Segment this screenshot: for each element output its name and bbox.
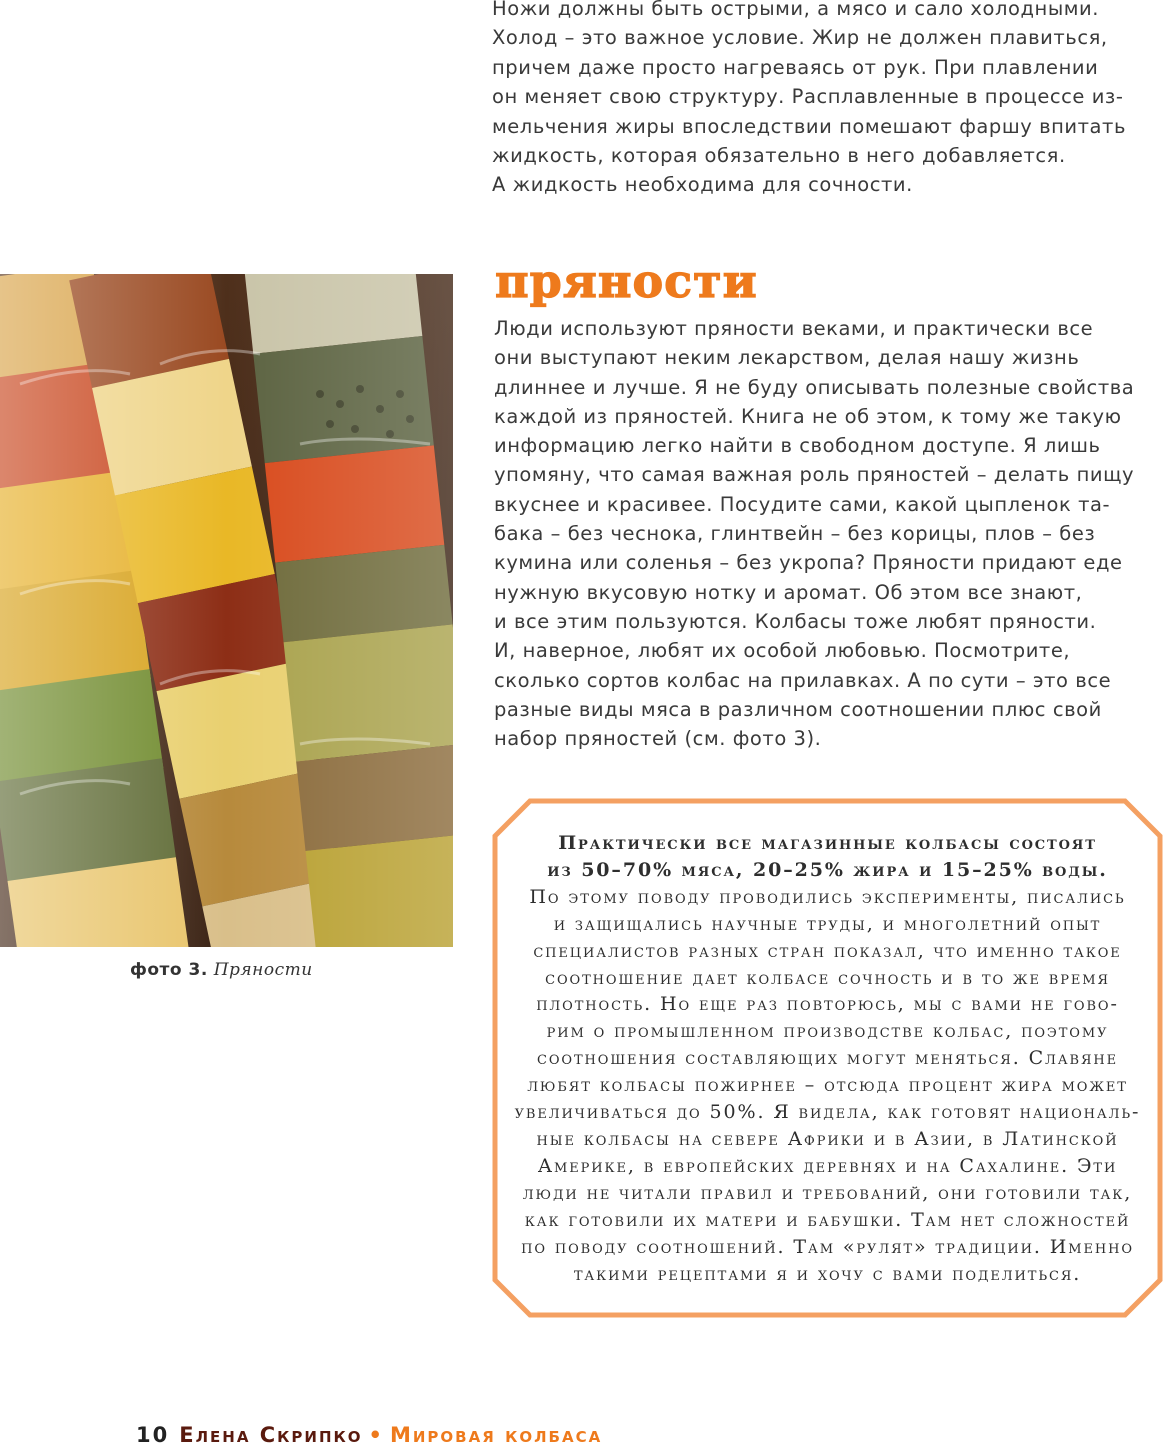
page-footer xyxy=(136,1423,602,1447)
spices-photo xyxy=(0,274,453,947)
info-callout xyxy=(492,798,1163,1318)
intro-paragraph: Ножи должны быть острыми, а мясо и сало холодными. Холод – это важное условие. Жир не должен плавиться, причем даже просто нагреваясь от рук. При плавлении он меняет свою структуру. Расплавленные в процессе из- мельчения жиры впоследствии помешают фаршу впитать жидкость, которая обязательно в него добавляется. А жидкость необходима для сочности. xyxy=(492,0,1127,197)
spices-illustration xyxy=(0,274,453,947)
section-heading: пряности xyxy=(495,254,758,308)
callout-body: По этому поводу проводились эксперименты, писались и защищались научные труды, и многолетний опыт специалистов разных стран показал, что именно такое соотношение дает колбасе сочность и в то же время плотность. Но еще раз повторюсь, мы с вами не гово- рим о промышленном производстве колбас, поэтому соотношения составляющих могут меняться. Славяне любят колбасы пожирнее – отсюда процент жира может увеличиваться до 50%. Я видела, как готовят националь- ные колбасы на севере Африки и в Азии, в Латинской Америке, в европейских деревнях и на Сахалине. Эти люди не читали правил и требований, они готовили так, как готовили их матери и бабушки. Там нет сложностей по поводу соотношений. Там «рулят» традиции. Именно такими рецептами я и хочу с вами поделиться. xyxy=(514,885,1141,1285)
footer-author: Елена Скрипко xyxy=(179,1423,363,1447)
page-number: 10 xyxy=(136,1423,170,1447)
callout-text xyxy=(502,830,1153,1287)
callout-lead: Практически все магазинные колбасы состоят из 50–70% мяса, 20–25% жира и 15–25% воды. xyxy=(547,832,1108,881)
caption-text: Пряности xyxy=(213,960,313,980)
photo-caption xyxy=(130,960,313,980)
caption-label: фото 3. xyxy=(130,960,208,980)
footer-separator: • xyxy=(368,1423,384,1447)
footer-book-title: Мировая колбаса xyxy=(389,1423,603,1447)
section-body: Люди используют пряности веками, и практически все они выступают неким лекарством, делая нашу жизнь длиннее и лучше. Я не буду описывать полезные свойства каждой из пряностей. Книга не об этом, к тому же такую информацию легко найти в свободном доступе. Я лишь упомяну, что самая важная роль пряностей – делать пищу вкуснее и красивее. Посудите сами, какой цыпленок та- бака – без чеснока, глинтвейн – без корицы, плов – без кумина или соленья – без укропа? Пряности придают еде нужную вкусовую нотку и аромат. Об этом все знают, и все этим пользуются. Колбасы тоже любят пряности. И, наверное, любят их особой любовью. Посмотрите, сколько сортов колбас на прилавках. А по сути – это все разные виды мяса в различном соотношении плюс свой набор пряностей (см. фото 3). xyxy=(494,317,1135,751)
